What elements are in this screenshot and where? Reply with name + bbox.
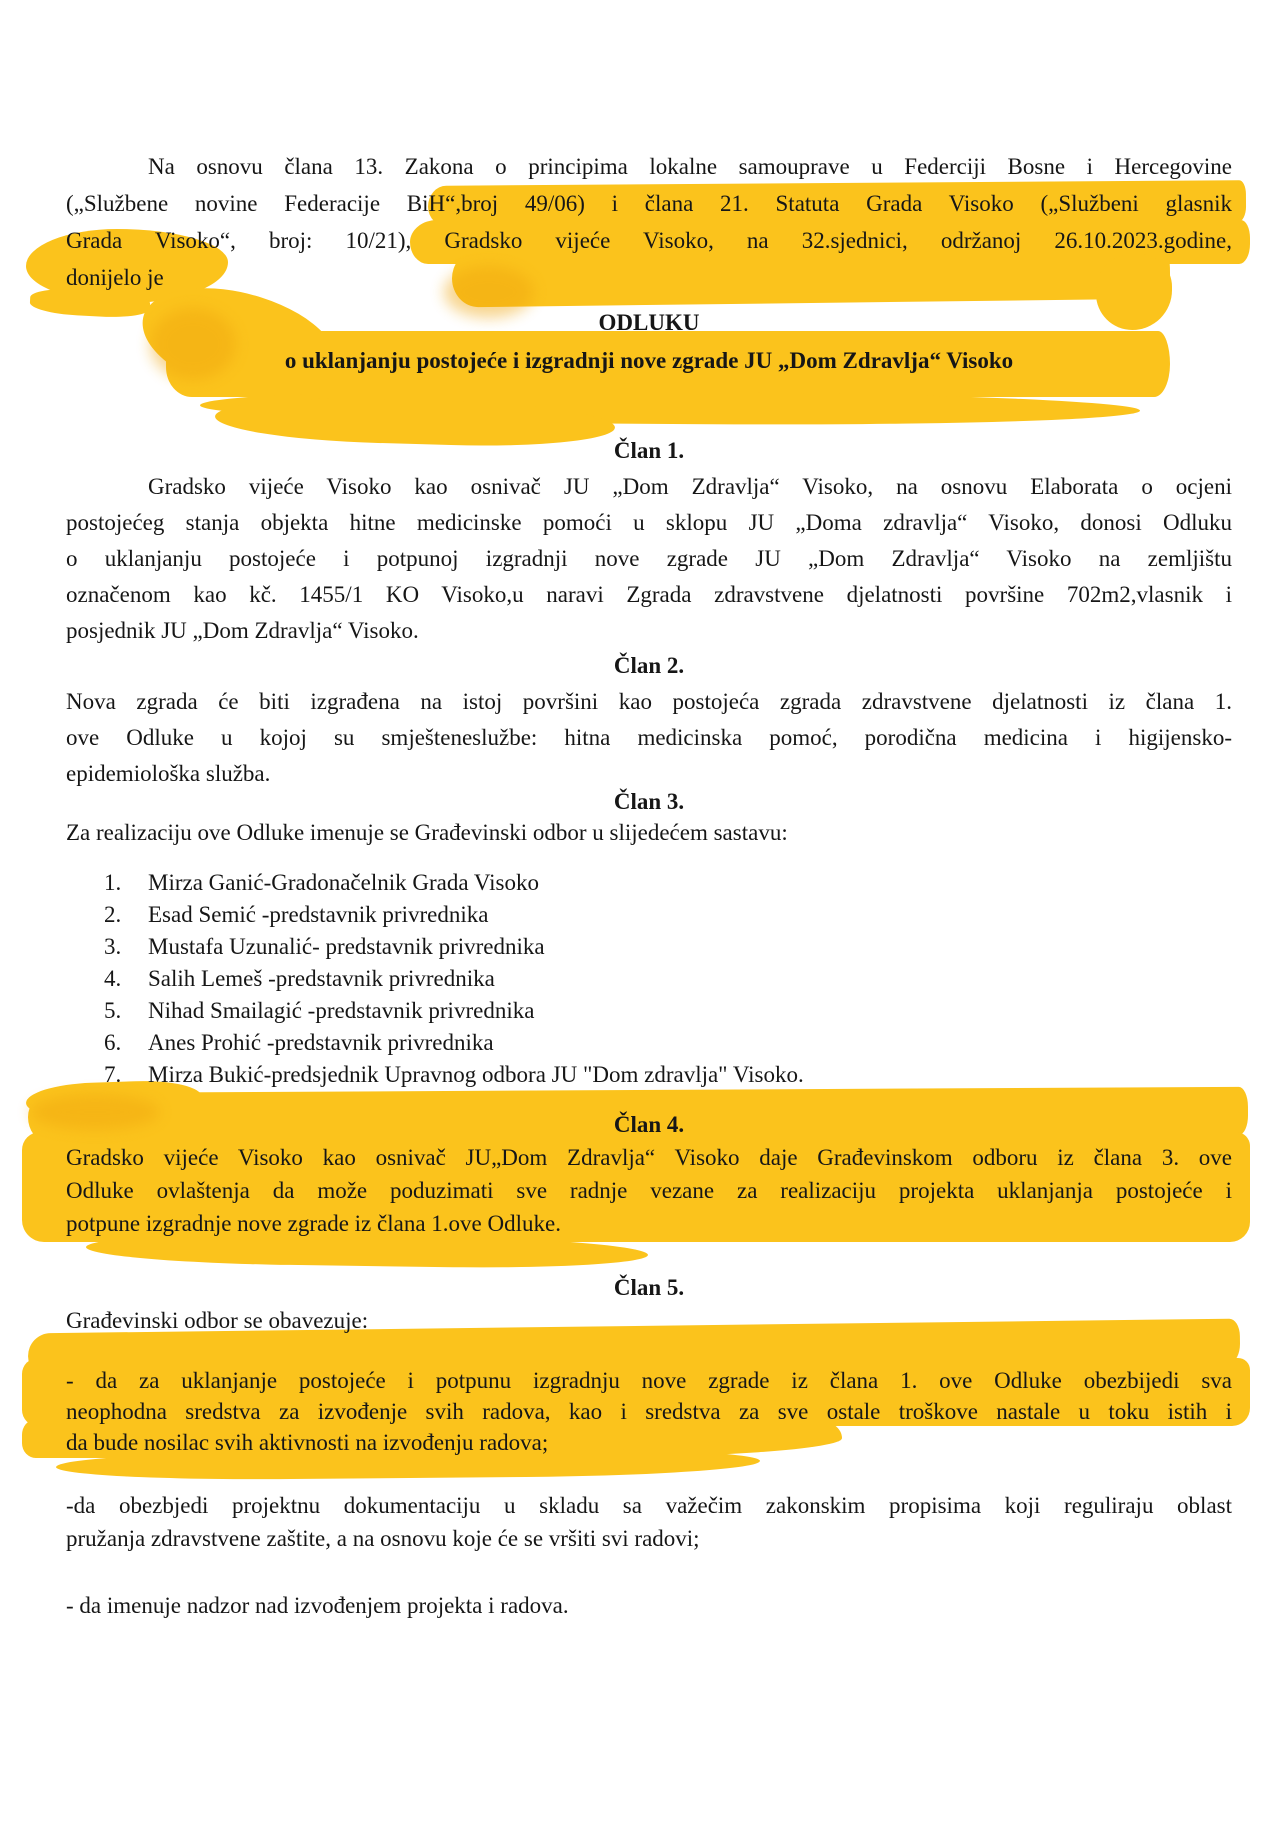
article-5-heading: Član 5. [613,1275,685,1300]
article-5-bullet-2 [66,1489,1232,1555]
intro-line-1: Na osnovu člana 13. Zakona o principima lokalne samouprave u Federciji Bosne i Hercegovine [148,154,1232,179]
article-1-line: označenom kao kč. 1455/1 KO Visoko,u naravi Zgrada zdravstvene djelatnosti površine 702m2,vlasnik i [66,582,1232,607]
member-number: 3. [104,934,122,959]
member-name: Mustafa Uzunalić- predstavnik privrednika [148,934,545,959]
committee-member-list [66,867,1232,1091]
committee-member [66,931,1232,963]
article-1-line: posjednik JU „Dom Zdravlja“ Visoko. [66,618,419,643]
article-4-line: Odluke ovlaštenja da može poduzimati sve radnje vezane za realizaciju projekta uklanjanja postojeće i [66,1178,1232,1203]
article-5-intro: Građevinski odbor se obavezuje: [66,1308,369,1333]
intro-line-3: Grada Visoko“, broj: 10/21), Gradsko vijeće Visoko, na 32.sjednici, održanoj 26.10.2023.godine, [66,228,1232,253]
member-number: 6. [104,1030,122,1055]
article-1-heading: Član 1. [613,438,685,463]
article-5-bullet-3: - da imenuje nadzor nad izvođenjem projekta i radova. [66,1593,569,1618]
decision-subtitle: o uklanjanju postojeće i izgradnji nove zgrade JU „Dom Zdravlja“ Visoko [284,348,1014,373]
committee-member [66,1059,1232,1091]
article-3-heading: Član 3. [613,789,685,814]
member-name: Mirza Ganić-Gradonačelnik Grada Visoko [148,870,539,895]
committee-member [66,867,1232,899]
article-4-heading: Član 4. [613,1112,685,1137]
bullet-line: -da obezbjedi projektnu dokumentaciju u skladu sa važečim zakonskim propisima koji reguliraju oblast [66,1493,1232,1518]
committee-member [66,899,1232,931]
article-2-line: Nova zgrada će biti izgrađena na istoj površini kao postojeća zgrada zdravstvene djelatnosti iz člana 1. [66,689,1232,714]
member-number: 7. [104,1062,122,1087]
committee-member [66,963,1232,995]
article-2-line: epidemiološka služba. [66,761,271,786]
member-name: Mirza Bukić-predsjednik Upravnog odbora JU "Dom zdravlja" Visoko. [148,1062,804,1087]
bullet-line: da bude nosilac svih aktivnosti na izvođenju radova; [66,1430,549,1455]
member-number: 4. [104,966,122,991]
article-1-line: Gradsko vijeće Visoko kao osnivač JU „Dom Zdravlja“ Visoko, na osnovu Elaborata o ocjeni [148,474,1232,499]
decision-title: ODLUKU [598,310,700,335]
article-4-line: Gradsko vijeće Visoko kao osnivač JU„Dom Zdravlja“ Visoko daje Građevinskom odboru iz člana 3. ove [66,1145,1232,1170]
member-number: 2. [104,902,122,927]
member-name: Esad Semić -predstavnik privrednika [148,902,489,927]
article-1-line: o uklanjanju postojeće i potpunoj izgradnji nove zgrade JU „Dom Zdravlja“ Visoko na zemljištu [66,546,1232,571]
member-name: Anes Prohić -predstavnik privrednika [148,1030,494,1055]
article-2-line: ove Odluke u kojoj su smješteneslužbe: hitna medicinska pomoć, porodična medicina i higijensko- [66,725,1232,750]
committee-member [66,1027,1232,1059]
bullet-line: pružanja zdravstvene zaštite, a na osnovu koje će se vršiti svi radovi; [66,1526,700,1551]
article-3-intro: Za realizaciju ove Odluke imenuje se Građevinski odbor u slijedećem sastavu: [66,820,788,845]
article-4-line: potpune izgradnje nove zgrade iz člana 1.ove Odluke. [66,1211,561,1236]
article-2-heading: Član 2. [613,653,685,678]
member-number: 1. [104,870,122,895]
committee-member [66,995,1232,1027]
document-content [66,148,1232,1624]
article-4-paragraph [66,1141,1232,1240]
article-1-line: postojećeg stanja objekta hitne medicinske pomoći u sklopu JU „Doma zdravlja“ Visoko, donosi Odluku [66,510,1232,535]
intro-line-2: („Službene novine Federacije BiH“,broj 49/06) i člana 21. Statuta Grada Visoko („Službeni glasnik [66,191,1232,216]
article-5-bullet-1 [66,1365,1232,1458]
member-name: Nihad Smailagić -predstavnik privrednika [148,998,535,1023]
bullet-line: - da za uklanjanje postojeće i potpunu izgradnju nove zgrade iz člana 1. ove Odluke obezbijedi sva [66,1368,1232,1393]
intro-line-4: donijelo je [66,265,164,290]
member-name: Salih Lemeš -predstavnik privrednika [148,966,495,991]
bullet-line: neophodna sredstva za izvođenje svih radova, kao i sredstva za sve ostale troškove nastale u toku istih i [66,1399,1232,1424]
member-number: 5. [104,998,122,1023]
